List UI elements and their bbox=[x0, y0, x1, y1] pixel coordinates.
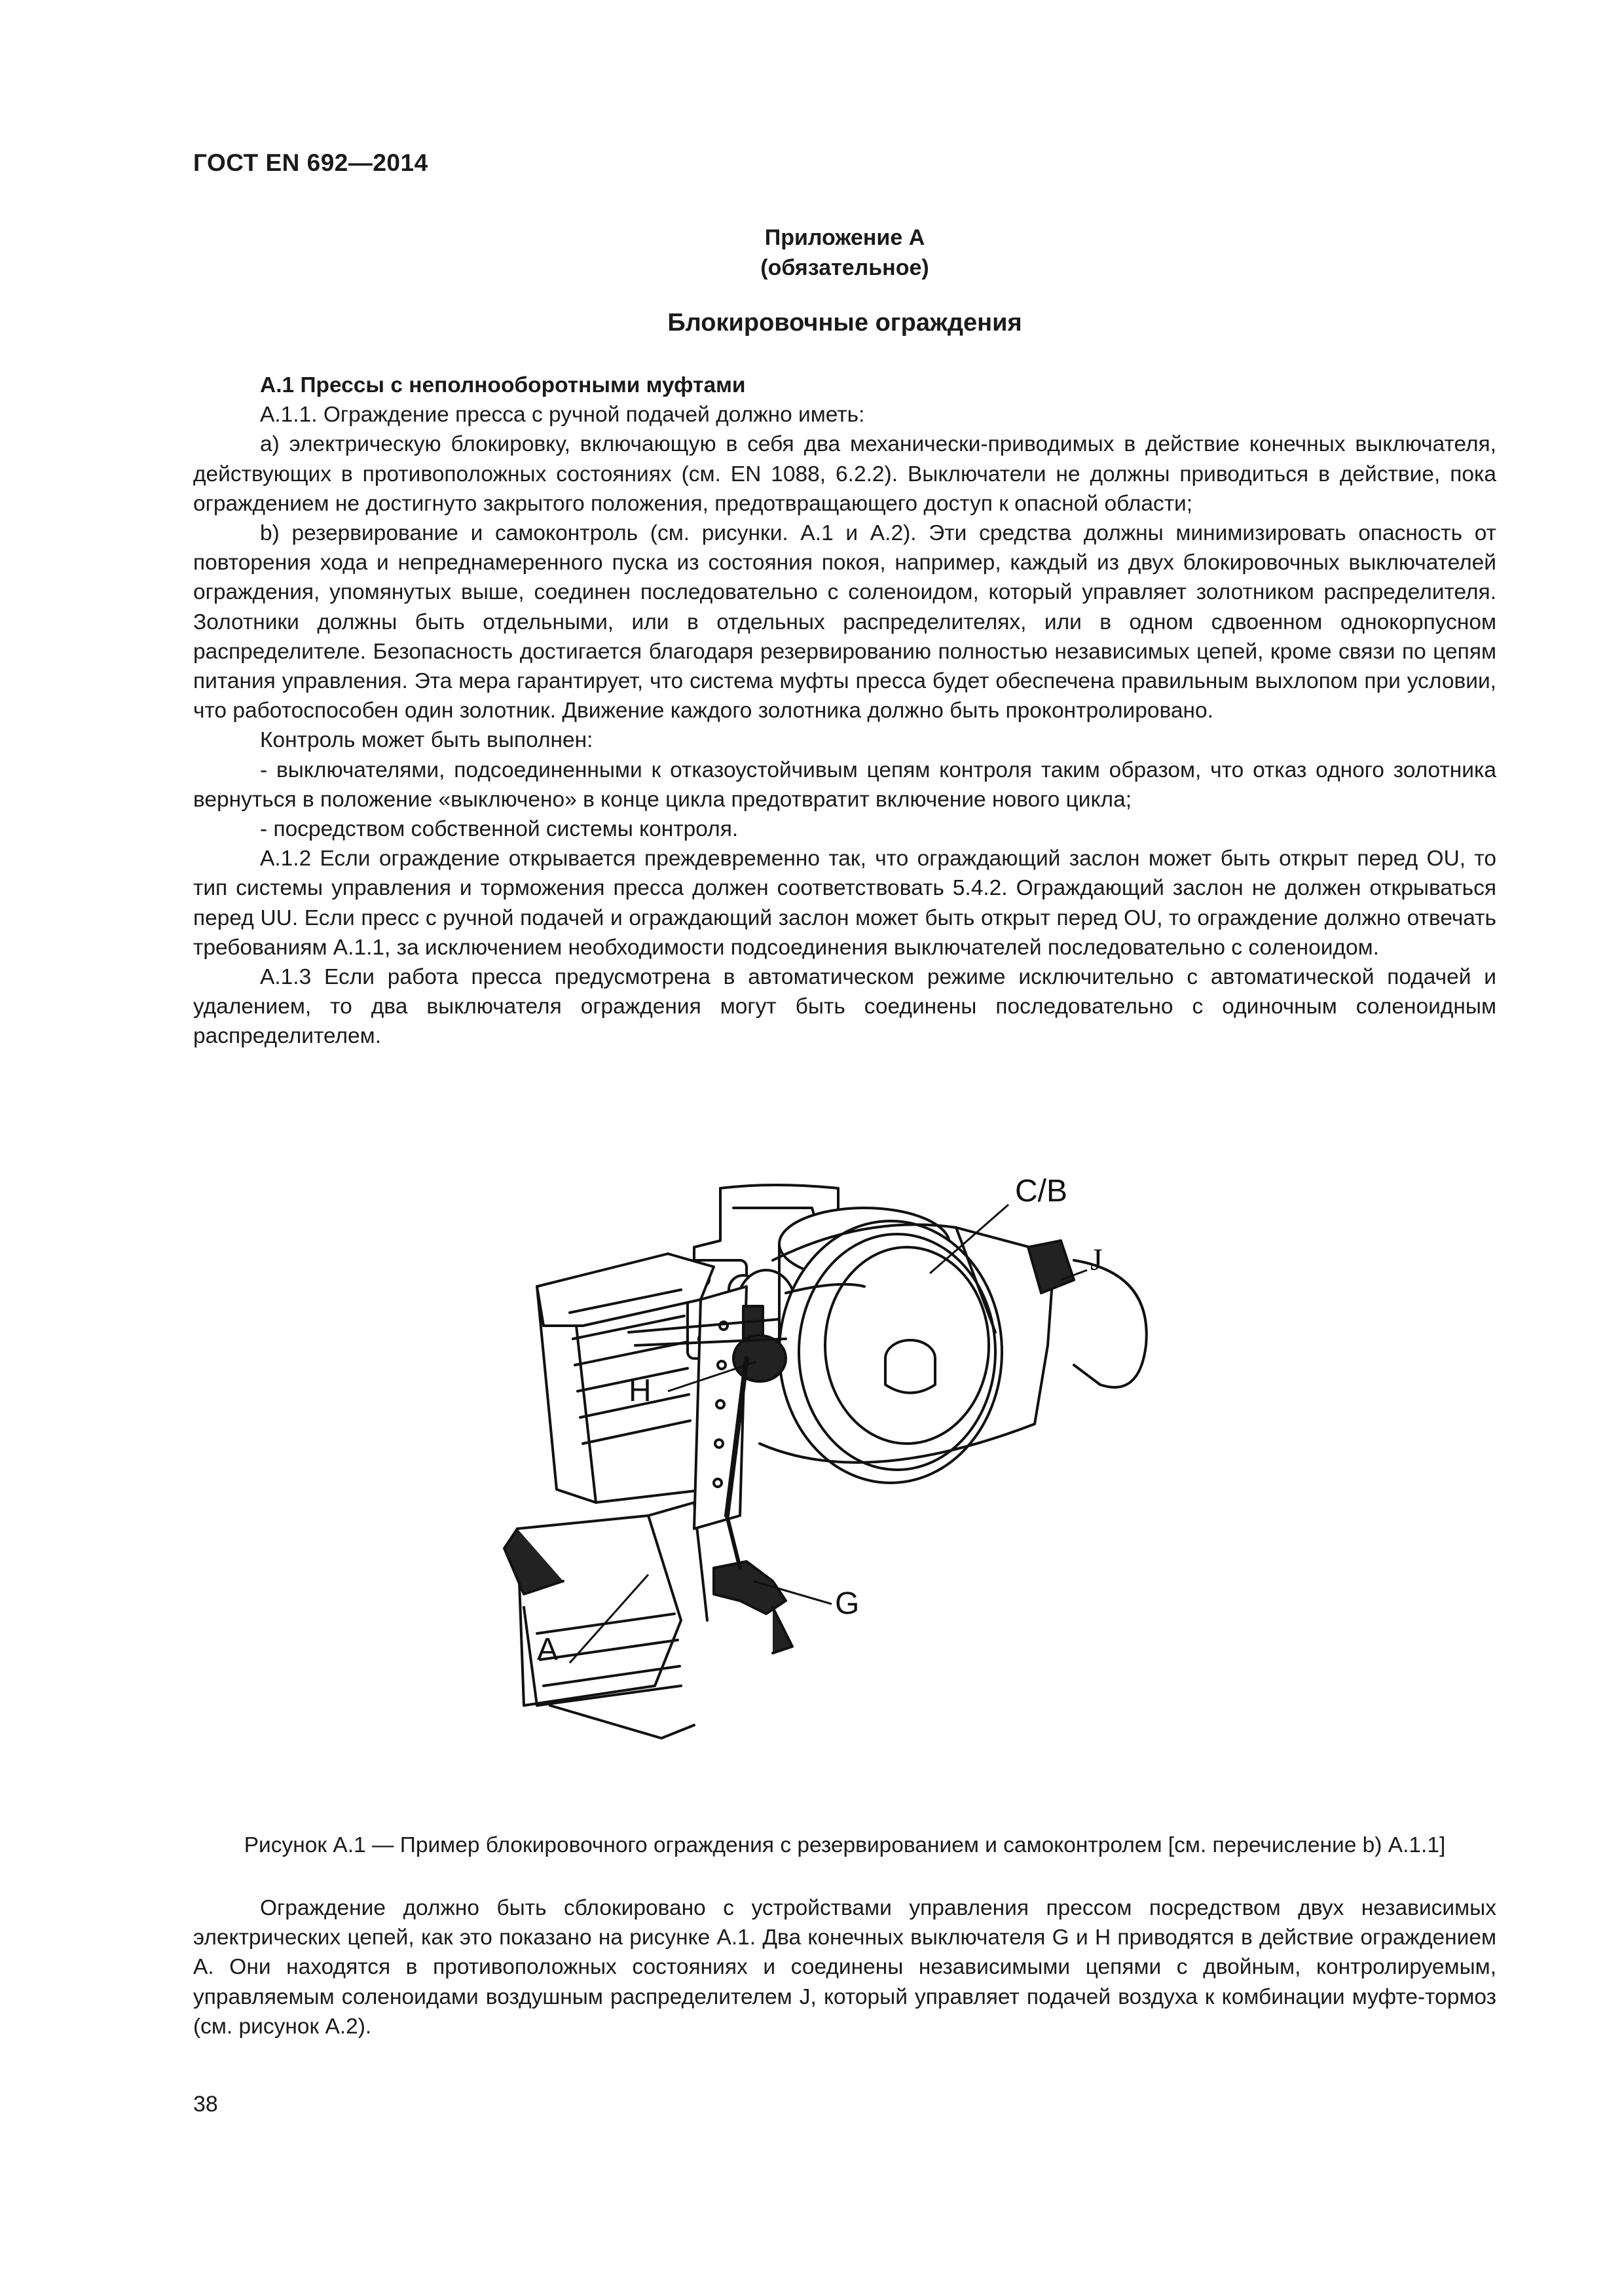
annex-type: (обязательное) bbox=[760, 255, 929, 280]
label-j: J bbox=[1090, 1243, 1103, 1277]
paragraph: А.1.3 Если работа пресса предусмотрена в автоматическом режиме исключительно с автоматической подачей и удалением, то два выключателя ограждения могут быть соединены последовательно с одиночным соленоидным распределителем. bbox=[193, 965, 1496, 1049]
annex-title: Блокировочные ограждения bbox=[667, 309, 1022, 337]
paragraph: b) резервирование и самоконтроль (см. рисунки. А.1 и А.2). Эти средства должны минимизировать опасность от повторения хода и непреднамеренного пуска из состояния покоя, например, каждый из двух блокировочных выключателей ограждения, упомянутых выше, соединен последовательно с соленоидом, который управляет золотником распределителя. Золотники должны быть отдельными, или в отдельных распределителях, или в одном сдвоенном однокорпусном распределителе. Безопасность достигается благодаря резервированию полностью независимых цепей, кроме связи по цепям питания управления. Эта мера гарантирует, что система муфты пресса будет обеспечена правильным выхлопом при условии, что работоспособен один золотник. Движение каждого золотника должно быть проконтролировано. bbox=[193, 521, 1496, 723]
section-heading: А.1 Прессы с неполнооборотными муфтами bbox=[260, 373, 746, 397]
paragraph: А.1.1. Ограждение пресса с ручной подачей должно иметь: bbox=[260, 403, 865, 428]
paragraph: а) электрическую блокировку, включающую в себя два механически-приводимых в действие конечных выключателя, действующих в противоположных состояниях (см. EN 1088, 6.2.2). Выключатели не должны приводиться в действие, пока ограждением не достигнуто закрытого положения, предотвращающего доступ к опасной области; bbox=[193, 432, 1496, 516]
list-item: - выключателями, подсоединенными к отказоустойчивым цепям контроля таким образом, что отказ одного золотника вернуться в положение «выключено» в конце цикла предотвратит включение нового цикла; bbox=[193, 757, 1496, 812]
label-cb: C/B bbox=[1015, 1174, 1068, 1209]
after-figure-text bbox=[193, 1893, 1496, 2041]
figure-caption: Рисунок А.1 — Пример блокировочного ограждения с резервированием и самоконтролем [см. перечисление b) А.1.1] bbox=[244, 1833, 1446, 1857]
label-a: A bbox=[537, 1632, 559, 1667]
paragraph: Ограждение должно быть сблокировано с устройствами управления прессом посредством двух независимых электрических цепей, как это показано на рисунке А.1. Два конечных выключателя G и H приводятся в действие ограждением А. Они находятся в противоположных состояниях и соединены независимыми цепями с двойным, контролируемым, управляемым соленоидами воздушным распределителем J, который управляет подачей воздуха к комбинации муфте-тормоз (см. рисунок А.2). bbox=[193, 1896, 1496, 2039]
section-a1-text bbox=[193, 371, 1496, 1051]
document-code-header: ГОСТ EN 692—2014 bbox=[193, 149, 428, 176]
interlocking-guard-drawing bbox=[498, 1149, 1172, 1758]
annex-name: Приложение А bbox=[764, 225, 925, 250]
page-number: 38 bbox=[193, 2092, 218, 2117]
paragraph: А.1.2 Если ограждение открывается преждевременно так, что ограждающий заслон может быть открыт перед OU, то тип системы управления и торможения пресса должен соответствовать 5.4.2. Ограждающий заслон не должен открываться перед UU. Если пресс с ручной подачей и ограждающий заслон может быть открыт перед OU, то ограждение должно отвечать требованиям А.1.1, за исключением необходимости подсоединения выключателей последовательно с соленоидом. bbox=[193, 847, 1496, 960]
paragraph: Контроль может быть выполнен: bbox=[260, 728, 593, 753]
figure-a1-illustration bbox=[498, 1149, 1172, 1758]
label-h: H bbox=[629, 1374, 652, 1408]
list-item: - посредством собственной системы контроля. bbox=[260, 817, 739, 842]
label-g: G bbox=[835, 1586, 860, 1621]
